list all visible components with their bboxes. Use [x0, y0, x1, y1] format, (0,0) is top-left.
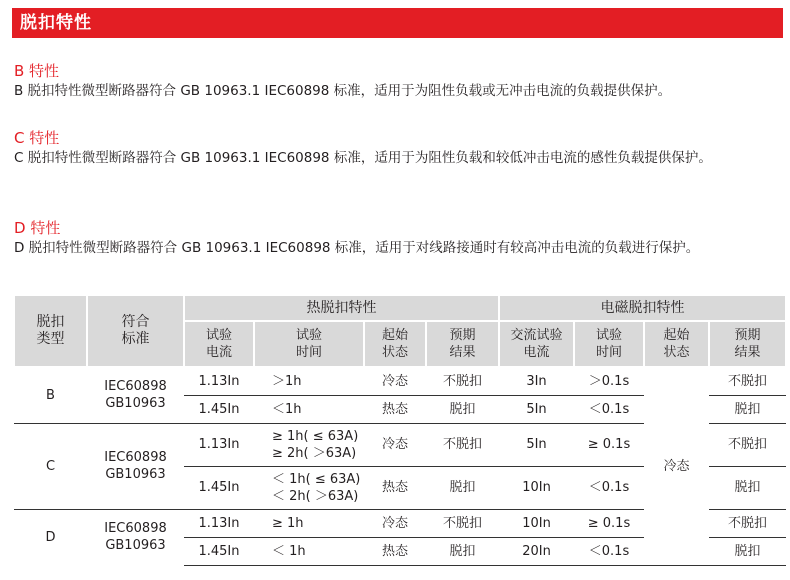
magnetic-test-time-cell: ＜0.1s [574, 395, 644, 423]
test-current-cell: 1.13In [184, 423, 254, 466]
magnetic-result-cell: 不脱扣 [709, 509, 786, 537]
start-state-cell: 冷态 [364, 423, 426, 466]
test-time-cell: ＜ 1h( ≤ 63A) ＜ 2h( ＞63A) [254, 466, 364, 509]
test-current-cell: 1.45In [184, 466, 254, 509]
expected-result-cell: 不脱扣 [426, 509, 499, 537]
header-start-state: 起始 状态 [364, 321, 426, 367]
test-current-cell: 1.13In [184, 367, 254, 395]
magnetic-test-time-cell: ≥ 0.1s [574, 423, 644, 466]
magnetic-result-cell: 脱扣 [709, 466, 786, 509]
test-time-cell: ＜ 1h [254, 537, 364, 565]
test-current-cell: 1.45In [184, 537, 254, 565]
header-ac-test-current: 交流试验 电流 [499, 321, 574, 367]
magnetic-test-time-cell: ＜0.1s [574, 466, 644, 509]
start-state-cell: 冷态 [364, 367, 426, 395]
magnetic-test-time-cell: ≥ 0.1s [574, 509, 644, 537]
start-state-cell: 热态 [364, 537, 426, 565]
section-c-text: C 脱扣特性微型断路器符合 GB 10963.1 IEC60898 标准，适用于为阻性负载和较低冲击电流的感性负载提供保护。 [14, 150, 712, 166]
header-expected-result: 预期 结果 [426, 321, 499, 367]
magnetic-result-cell: 不脱扣 [709, 367, 786, 395]
header-test-time: 试验 时间 [254, 321, 364, 367]
table-row [14, 367, 786, 395]
trip-characteristics-table [13, 294, 787, 566]
standard-cell: IEC60898 GB10963 [87, 367, 184, 423]
section-d [14, 218, 786, 258]
expected-result-cell: 脱扣 [426, 395, 499, 423]
expected-result-cell: 脱扣 [426, 466, 499, 509]
test-time-cell: ＜1h [254, 395, 364, 423]
section-b-text: B 脱扣特性微型断路器符合 GB 10963.1 IEC60898 标准，适用于为阻性负载或无冲击电流的负载提供保护。 [14, 83, 672, 99]
page-title: 脱扣特性 [12, 8, 783, 38]
section-c-title: C 特性 [14, 129, 60, 147]
section-b [14, 61, 786, 101]
section-b-title: B 特性 [14, 62, 60, 80]
start-state-cell: 热态 [364, 466, 426, 509]
header-magnetic-start-state: 起始 状态 [644, 321, 709, 367]
ac-test-current-cell: 20In [499, 537, 574, 565]
header-thermal-trip: 热脱扣特性 [184, 295, 499, 321]
trip-type-cell: C [14, 423, 87, 509]
magnetic-test-time-cell: ＞0.1s [574, 367, 644, 395]
expected-result-cell: 脱扣 [426, 537, 499, 565]
header-magnetic-test-time: 试验 时间 [574, 321, 644, 367]
start-state-cell: 冷态 [364, 509, 426, 537]
header-magnetic-expected-result: 预期 结果 [709, 321, 786, 367]
test-current-cell: 1.45In [184, 395, 254, 423]
magnetic-result-cell: 不脱扣 [709, 423, 786, 466]
test-time-cell: ＞1h [254, 367, 364, 395]
section-d-title: D 特性 [14, 219, 61, 237]
header-magnetic-trip: 电磁脱扣特性 [499, 295, 786, 321]
ac-test-current-cell: 3In [499, 367, 574, 395]
test-current-cell: 1.13In [184, 509, 254, 537]
magnetic-start-state-cell: 冷态 [644, 367, 709, 565]
header-trip-type: 脱扣 类型 [14, 295, 87, 367]
section-d-text: D 脱扣特性微型断路器符合 GB 10963.1 IEC60898 标准，适用于对线路接通时有较高冲击电流的负载进行保护。 [14, 240, 700, 256]
ac-test-current-cell: 10In [499, 466, 574, 509]
trip-type-cell: B [14, 367, 87, 423]
section-c [14, 128, 786, 168]
expected-result-cell: 不脱扣 [426, 367, 499, 395]
ac-test-current-cell: 10In [499, 509, 574, 537]
test-time-cell: ≥ 1h [254, 509, 364, 537]
ac-test-current-cell: 5In [499, 395, 574, 423]
magnetic-test-time-cell: ＜0.1s [574, 537, 644, 565]
header-test-current: 试验 电流 [184, 321, 254, 367]
header-standard: 符合 标准 [87, 295, 184, 367]
standard-cell: IEC60898 GB10963 [87, 509, 184, 565]
start-state-cell: 热态 [364, 395, 426, 423]
test-time-cell: ≥ 1h( ≤ 63A) ≥ 2h( ＞63A) [254, 423, 364, 466]
magnetic-result-cell: 脱扣 [709, 537, 786, 565]
ac-test-current-cell: 5In [499, 423, 574, 466]
trip-type-cell: D [14, 509, 87, 565]
magnetic-result-cell: 脱扣 [709, 395, 786, 423]
expected-result-cell: 不脱扣 [426, 423, 499, 466]
standard-cell: IEC60898 GB10963 [87, 423, 184, 509]
